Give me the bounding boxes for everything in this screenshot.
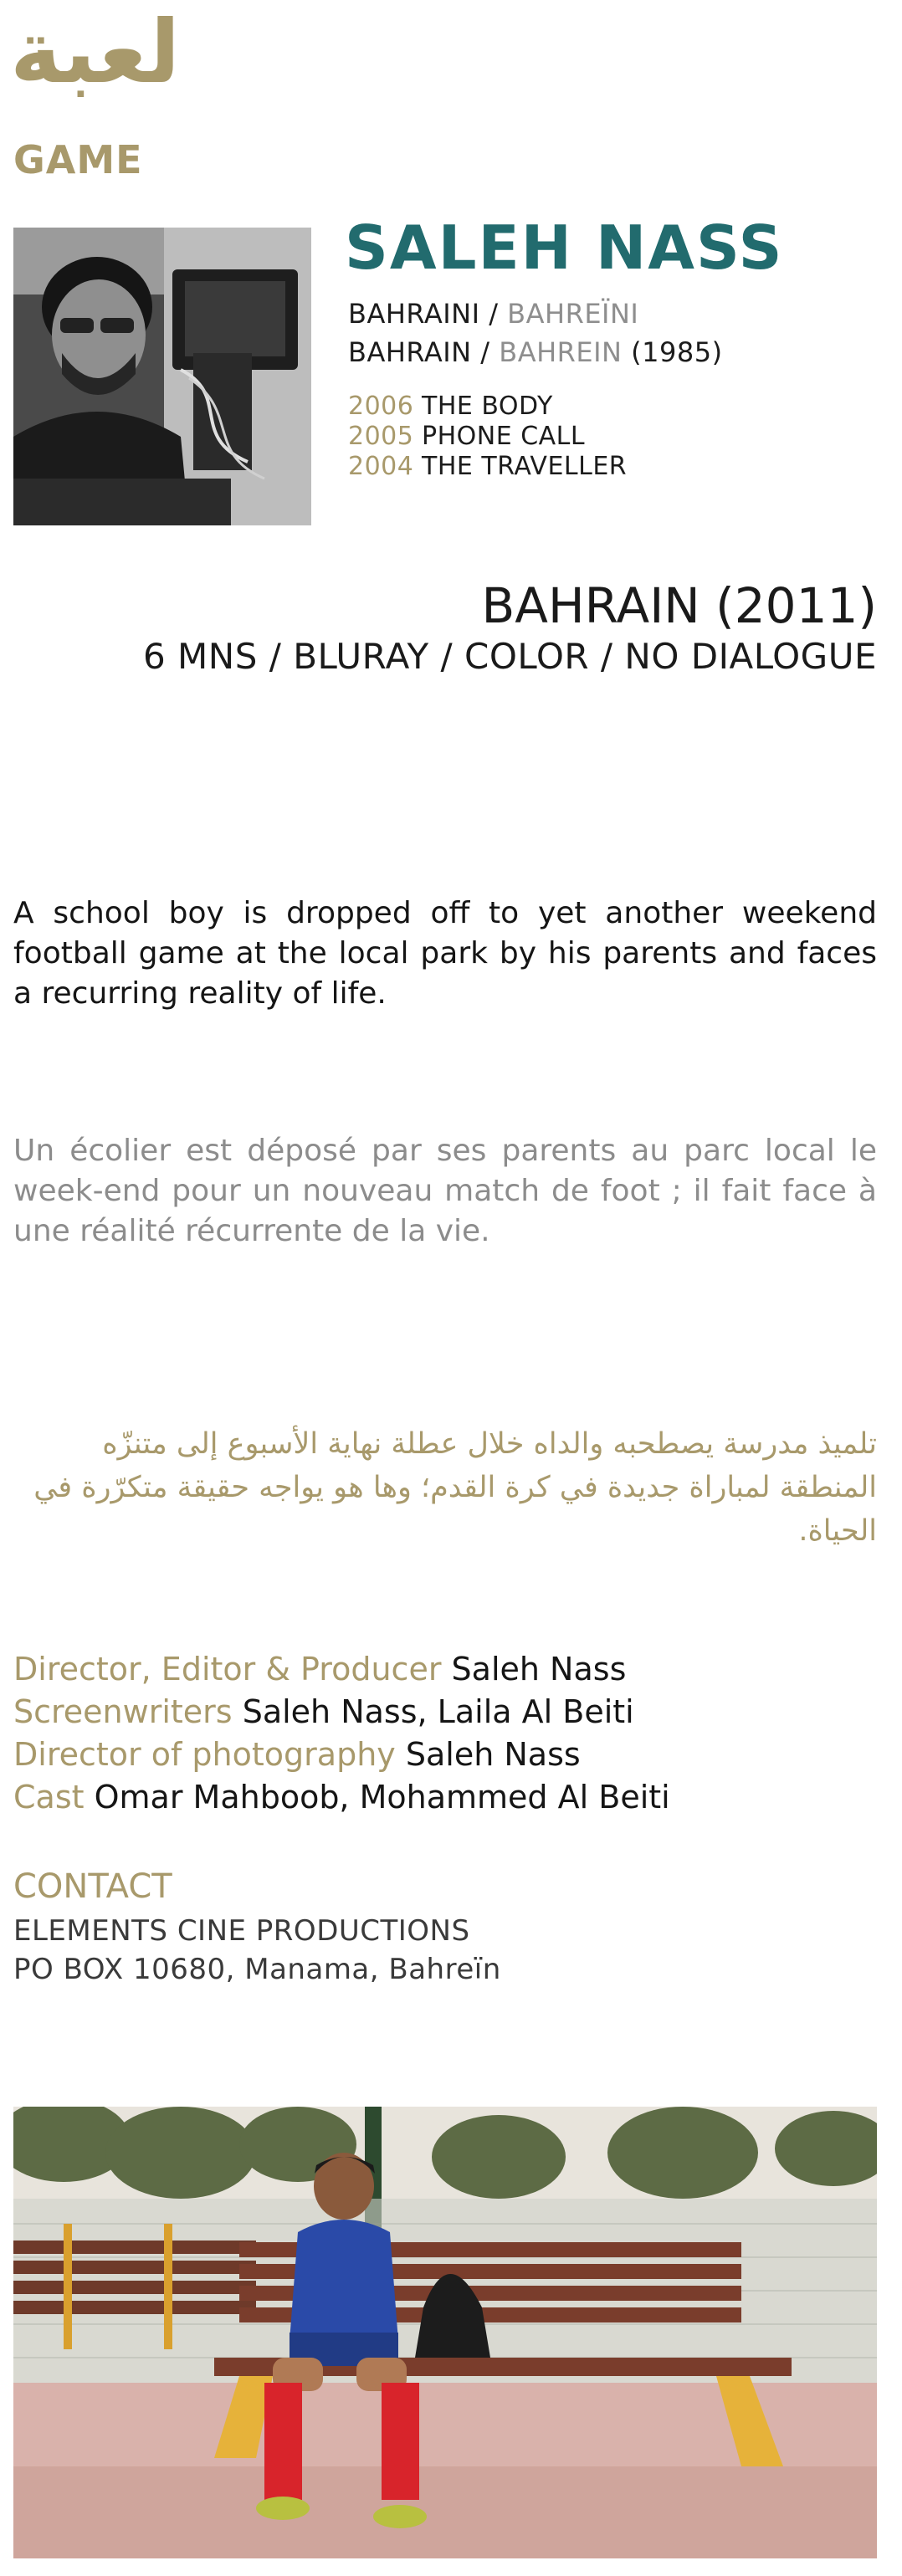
credit-value: Saleh Nass — [451, 1651, 627, 1687]
credits — [13, 1648, 670, 1819]
filmography-year: 2005 — [348, 422, 414, 451]
filmography-item — [348, 392, 553, 421]
credit-line — [13, 1691, 670, 1734]
contact-heading: CONTACT — [13, 1867, 172, 1906]
credit-line — [13, 1776, 670, 1819]
director-nationality — [348, 298, 638, 330]
credit-value: Omar Mahboob, Mohammed Al Beiti — [94, 1779, 670, 1815]
credit-value: Saleh Nass — [405, 1736, 581, 1773]
contact-address: PO BOX 10680, Manama, Bahreïn — [13, 1953, 501, 1986]
nationality-fr: BAHREÏNI — [507, 298, 639, 330]
filmography-item — [348, 452, 627, 481]
credit-line — [13, 1734, 670, 1776]
contact-company: ELEMENTS CINE PRODUCTIONS — [13, 1914, 470, 1948]
credit-value: Saleh Nass, Laila Al Beiti — [242, 1693, 634, 1730]
birthplace-fr: BAHREIN — [499, 336, 623, 368]
film-title: GAME — [13, 137, 143, 182]
filmography-title: THE BODY — [422, 392, 553, 421]
film-still-image — [13, 2107, 877, 2558]
director-name: SALEH NASS — [345, 213, 784, 283]
portrait-image — [13, 228, 311, 525]
birth-year: (1985) — [622, 336, 723, 368]
country-year: BAHRAIN (2011) — [481, 577, 877, 634]
credit-line — [13, 1648, 670, 1691]
director-birthplace — [348, 336, 723, 368]
nationality-en: BAHRAINI — [348, 298, 480, 330]
credit-role: Cast — [13, 1779, 85, 1815]
nationality-separator: / — [479, 298, 508, 330]
filmography-title: PHONE CALL — [422, 422, 586, 451]
credit-role: Director of photography — [13, 1736, 396, 1773]
director-portrait — [13, 228, 311, 525]
filmography-year: 2006 — [348, 392, 414, 421]
birthplace-en: BAHRAIN — [348, 336, 472, 368]
synopsis-arabic: تلميذ مدرسة يصطحبه والداه خلال عطلة نهاية الأسبوع إلى متنزّه المنطقة لمباراة جديدة في كرة القدم؛ وها هو يواجه حقيقة متكرّرة في الحياة. — [33, 1427, 877, 1548]
credit-role: Screenwriters — [13, 1693, 233, 1730]
technical-specs: 6 MNS / BLURAY / COLOR / NO DIALOGUE — [142, 636, 877, 677]
filmography-title: THE TRAVELLER — [422, 452, 628, 481]
birthplace-separator: / — [471, 336, 500, 368]
credit-role: Director, Editor & Producer — [13, 1651, 442, 1687]
film-still — [13, 2107, 877, 2558]
synopsis-english: A school boy is dropped off to yet another weekend football game at the local park by his parents and faces a recurring reality of life. — [13, 896, 877, 1011]
synopsis-french: Un écolier est déposé par ses parents au parc local le week-end pour un nouveau match de foot ; il fait face à une réalité récurrente de la vie. — [13, 1134, 877, 1248]
filmography-item — [348, 422, 585, 451]
filmography-year: 2004 — [348, 452, 414, 481]
film-title-arabic: لعبة — [10, 1, 181, 103]
